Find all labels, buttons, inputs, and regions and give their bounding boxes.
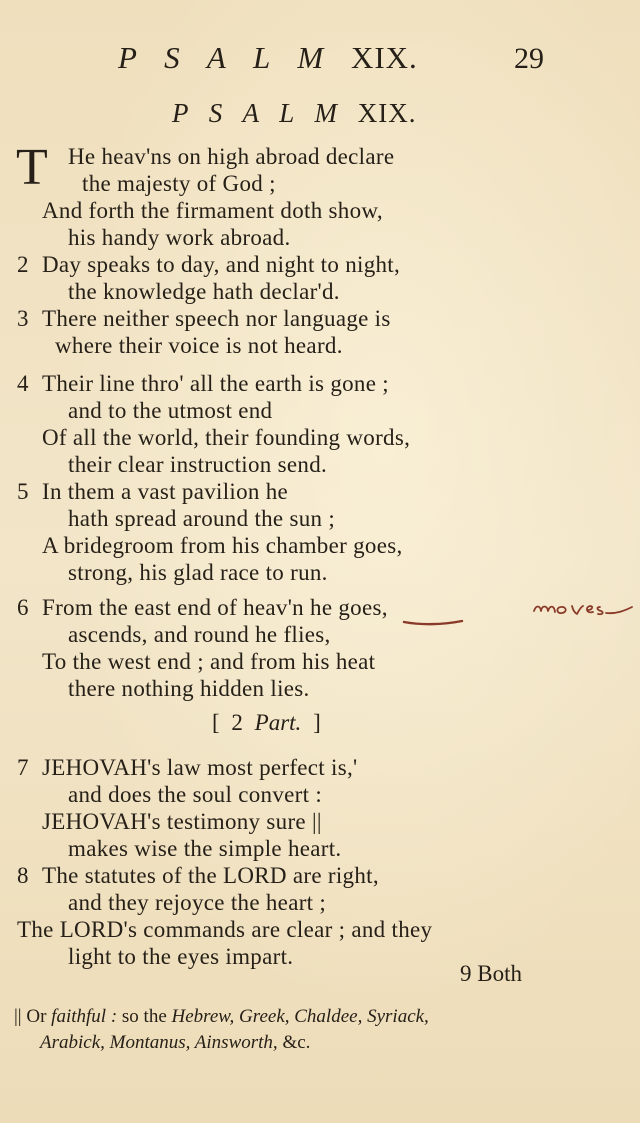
verse-line: light to the eyes impart.	[68, 944, 294, 969]
running-title-number: XIX.	[350, 40, 418, 75]
verse-number: 7	[17, 755, 29, 780]
part-number: 2	[231, 710, 243, 735]
verse-line: Of all the world, their founding words,	[42, 425, 411, 450]
part-label: Part.	[254, 710, 302, 735]
verse-line: and they rejoyce the heart ;	[68, 890, 327, 915]
verse-line: The statutes of the LORD are right,	[42, 863, 379, 888]
footnote-text: so the	[121, 1006, 167, 1027]
bracket-open: [	[212, 710, 220, 735]
verse-line: The LORD's commands are clear ; and they	[17, 917, 433, 942]
running-title-word: P S A L M	[118, 40, 334, 75]
verse-line: From the east end of heav'n he goes,	[42, 595, 388, 620]
verse-line: To the west end ; and from his heat	[42, 649, 376, 674]
verse-line: strong, his glad race to run.	[68, 560, 328, 585]
verse-line: hath spread around the sun ;	[68, 506, 336, 531]
verse-line: ascends, and round he flies,	[68, 622, 331, 647]
verse-line: Their line thro' all the earth is gone ;	[42, 371, 389, 396]
footnote-sources: Hebrew, Greek, Chaldee, Syriack,	[171, 1006, 429, 1027]
verse-line: JEHOVAH's testimony sure ||	[42, 809, 322, 834]
verse-line: the majesty of God ;	[82, 171, 276, 196]
bracket-close: ]	[313, 710, 321, 735]
verse-line: and does the soul convert :	[68, 782, 323, 807]
verse-number: 5	[17, 479, 29, 504]
footnote-text: Or	[26, 1006, 47, 1027]
footnote-line-1	[14, 1004, 429, 1030]
verse-line: there nothing hidden lies.	[68, 676, 310, 701]
verse-number: 2	[17, 252, 29, 277]
page-number: 29	[514, 42, 544, 75]
verse-line: makes wise the simple heart.	[68, 836, 342, 861]
footnote-line-2	[40, 1030, 310, 1056]
verse-line: In them a vast pavilion he	[42, 479, 289, 504]
verse-line: the knowledge hath declar'd.	[68, 279, 340, 304]
part-heading	[212, 710, 321, 736]
psalm-heading	[172, 98, 417, 129]
psalm-heading-word: P S A L M	[172, 98, 345, 128]
verse-line: and to the utmost end	[68, 398, 273, 423]
footnote-italic: faithful :	[51, 1006, 118, 1027]
footnote-text: &c.	[282, 1032, 311, 1053]
verse-line: There neither speech nor language is	[42, 306, 391, 331]
verse-number: 4	[17, 371, 29, 396]
verse-line: their clear instruction send.	[68, 452, 328, 477]
verse-number: 8	[17, 863, 29, 888]
verse-number: 6	[17, 595, 29, 620]
verse-line: his handy work abroad.	[68, 225, 291, 250]
verse-line: A bridegroom from his chamber goes,	[42, 533, 403, 558]
running-title	[118, 40, 418, 76]
verse-line: JEHOVAH's law most perfect is,'	[42, 755, 358, 780]
verse-number: 3	[17, 306, 29, 331]
verse-line: He heav'ns on high abroad declare	[68, 144, 395, 169]
verse-line: And forth the firmament doth show,	[42, 198, 383, 223]
verse-line: Day speaks to day, and night to night,	[42, 252, 401, 277]
drop-cap: T	[16, 139, 48, 196]
footnote-sources: Arabick, Montanus, Ainsworth,	[40, 1032, 278, 1053]
verse-line: where their voice is not heard.	[55, 333, 343, 358]
catchword: 9 Both	[460, 961, 522, 986]
ink-underline	[402, 618, 464, 626]
running-head	[0, 40, 640, 80]
psalm-heading-number: XIX.	[357, 98, 417, 128]
footnote-mark: ||	[14, 1006, 22, 1027]
